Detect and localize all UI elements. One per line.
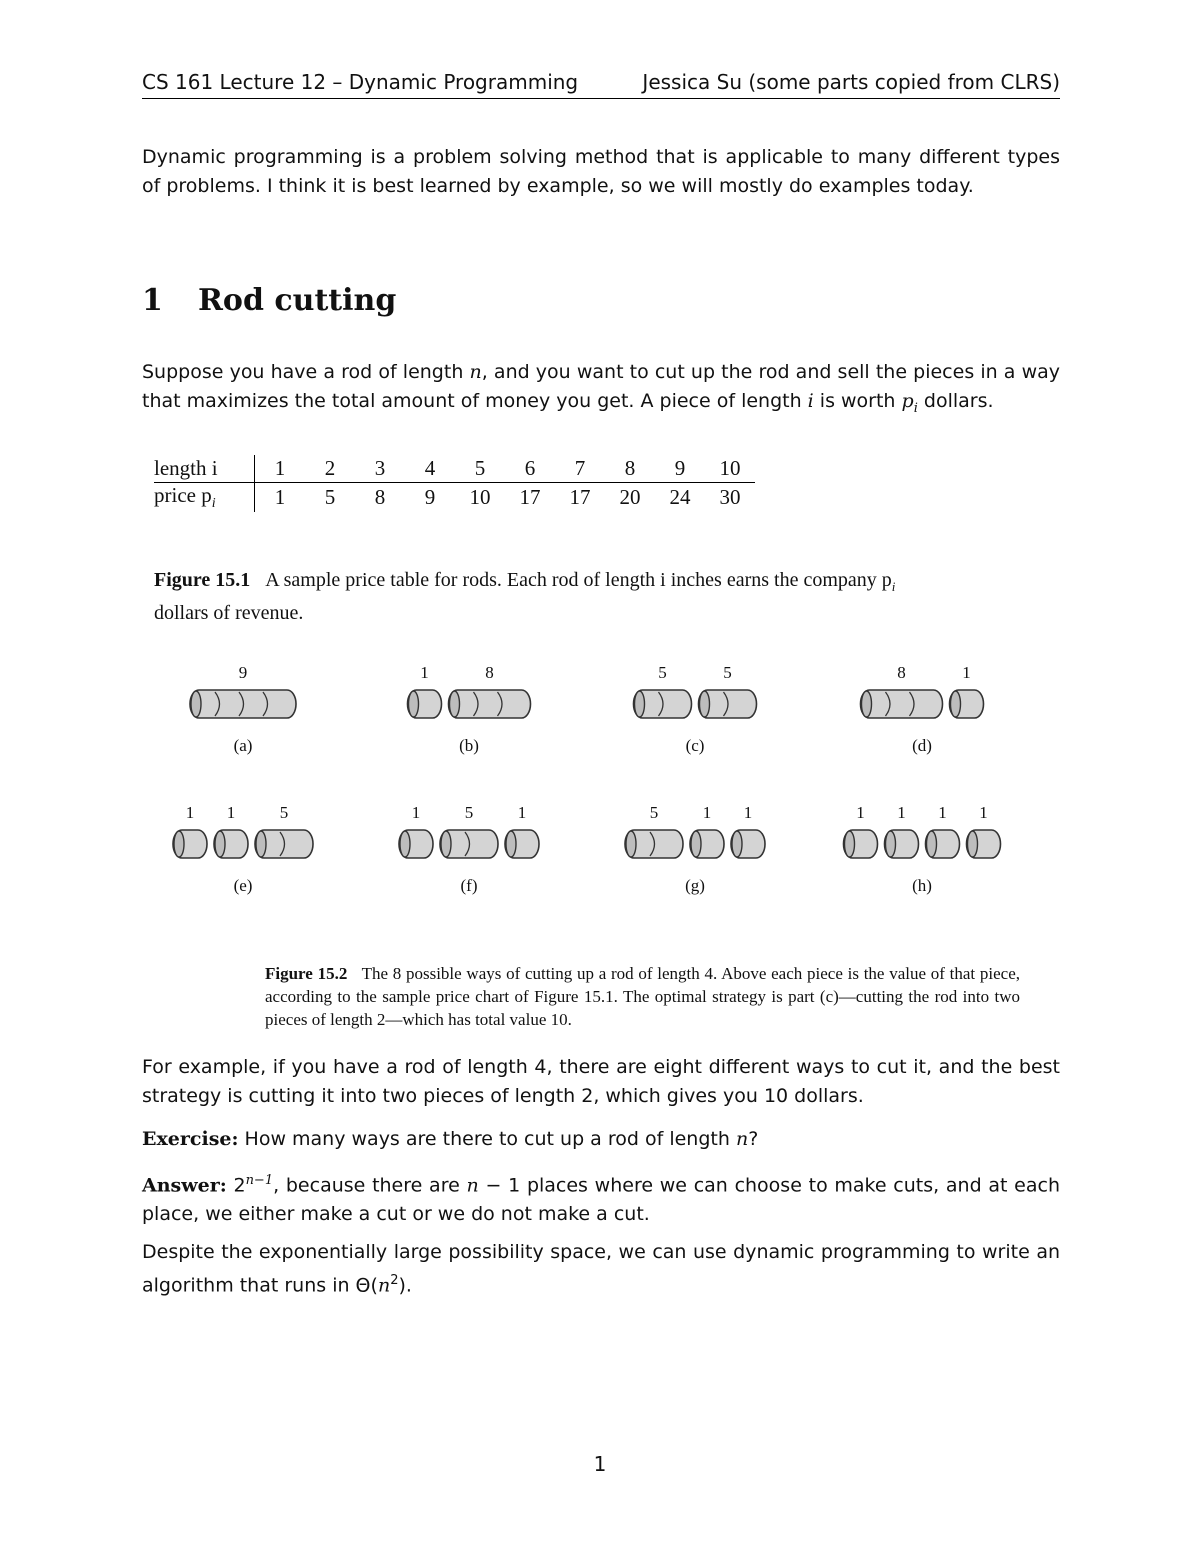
price-label-text: price p bbox=[154, 483, 212, 507]
rod-piece bbox=[861, 663, 943, 718]
math-n: n bbox=[735, 1128, 749, 1150]
price-cell: 17 bbox=[519, 485, 541, 510]
rod-piece-value: 1 bbox=[856, 803, 865, 822]
panel-letter: (f) bbox=[460, 876, 478, 895]
rod-text-2: , and you want to cut up the rod and sell the pieces in a way that maximizes the total amount of money you get. A piece of length bbox=[142, 361, 1061, 412]
panel-letter: (c) bbox=[685, 736, 705, 755]
price-cell: 1 bbox=[274, 485, 286, 510]
figure1-caption bbox=[154, 567, 1044, 626]
rod-piece-value: 8 bbox=[485, 663, 494, 682]
table-row-price bbox=[154, 483, 755, 513]
rod-text-3: is worth bbox=[813, 389, 902, 412]
intro-text: Dynamic programming is a problem solving method that is applicable to many different types of problems. I think it is best learned by example, so we will mostly do examples today. bbox=[142, 146, 1060, 197]
price-table-wrapper bbox=[154, 455, 755, 512]
rod-piece-cap bbox=[409, 691, 419, 717]
rod-piece-cap bbox=[215, 831, 225, 857]
rod-piece bbox=[731, 803, 765, 858]
price-cell: 24 bbox=[669, 485, 691, 510]
rod-piece bbox=[190, 663, 296, 718]
length-cell: 8 bbox=[605, 455, 655, 483]
panel-letter: (d) bbox=[912, 736, 932, 755]
rod-piece-value: 5 bbox=[658, 663, 667, 682]
rod-piece bbox=[699, 663, 757, 718]
panel-letter: (a) bbox=[233, 736, 253, 755]
answer-label: Answer: bbox=[142, 1174, 227, 1197]
length-cell: 6 bbox=[505, 455, 555, 483]
section-heading bbox=[142, 283, 396, 318]
rod-text-4: dollars. bbox=[917, 389, 994, 412]
rod-piece-cap bbox=[635, 691, 645, 717]
rod-piece-cap bbox=[506, 831, 516, 857]
rod-piece bbox=[967, 803, 1001, 858]
figure1-caption-text: A sample price table for rods. Each rod of length i inches earns the company p bbox=[265, 569, 892, 591]
rod-cutting-figure bbox=[0, 650, 1200, 920]
rod-panel bbox=[861, 663, 984, 755]
rod-piece-value: 9 bbox=[238, 663, 248, 682]
rod-piece-cap bbox=[626, 831, 636, 857]
rod-piece-value: 1 bbox=[226, 803, 236, 822]
rod-piece bbox=[449, 663, 531, 718]
rod-piece-cap bbox=[441, 831, 451, 857]
rod-piece bbox=[440, 803, 498, 858]
rod-piece bbox=[214, 803, 248, 858]
exercise-text-2: ? bbox=[748, 1128, 759, 1150]
rod-piece-value: 1 bbox=[979, 803, 988, 822]
length-cell: 9 bbox=[655, 455, 705, 483]
running-header bbox=[142, 68, 1060, 99]
header-left: CS 161 Lecture 12 – Dynamic Programming bbox=[142, 70, 579, 94]
rod-piece-value: 5 bbox=[279, 803, 289, 822]
row-label-length: length i bbox=[154, 455, 255, 483]
panel-letter: (b) bbox=[459, 736, 479, 755]
rod-panel bbox=[173, 803, 313, 895]
length-cell: 2 bbox=[305, 455, 355, 483]
rod-piece-cap bbox=[400, 831, 410, 857]
length-cell: 4 bbox=[405, 455, 455, 483]
rod-piece bbox=[173, 803, 207, 858]
rod-panel bbox=[844, 803, 1001, 895]
rod-panel bbox=[190, 663, 296, 755]
exercise-text-1: How many ways are there to cut up a rod of length bbox=[238, 1128, 736, 1150]
math-i: i bbox=[807, 389, 814, 412]
answer-text-1: , because there are bbox=[273, 1174, 467, 1197]
answer-text-2: − 1 places where we can choose to make cuts, and at each place, we either make a cut or we do not make a cut. bbox=[142, 1174, 1061, 1225]
rod-piece-value: 1 bbox=[517, 803, 527, 822]
math-n: n bbox=[466, 1174, 479, 1197]
price-table bbox=[154, 455, 755, 512]
price-cell: 5 bbox=[324, 485, 336, 510]
despite-text-1: Despite the exponentially large possibility space, we can use dynamic programming to write an algorithm that runs in Θ( bbox=[142, 1241, 1060, 1296]
price-cell: 10 bbox=[469, 485, 491, 510]
rod-piece bbox=[505, 803, 539, 858]
rod-panel bbox=[408, 663, 531, 755]
panel-letter: (g) bbox=[685, 876, 705, 895]
length-cell: 10 bbox=[705, 455, 755, 483]
rod-piece-cap bbox=[862, 691, 872, 717]
intro-paragraph bbox=[142, 143, 1060, 200]
rod-piece bbox=[408, 663, 442, 718]
header-right: Jessica Su (some parts copied from CLRS) bbox=[642, 70, 1060, 94]
math-exponent: n−1 bbox=[245, 1173, 274, 1188]
length-cell: 1 bbox=[255, 455, 306, 483]
rod-piece-cap bbox=[450, 691, 460, 717]
row-label-price bbox=[154, 483, 255, 513]
rod-piece-value: 5 bbox=[723, 663, 732, 682]
rod-piece-cap bbox=[174, 831, 184, 857]
rod-piece-cap bbox=[700, 691, 710, 717]
rod-piece bbox=[844, 803, 878, 858]
rod-panel bbox=[399, 803, 539, 895]
rod-piece-cap bbox=[691, 831, 701, 857]
rod-piece bbox=[950, 663, 984, 718]
rod-piece-cap bbox=[845, 831, 855, 857]
rod-piece-value: 1 bbox=[938, 803, 947, 822]
price-cell: 20 bbox=[619, 485, 641, 510]
figure1-caption-sub: i bbox=[891, 579, 896, 594]
figure2-caption-text: The 8 possible ways of cutting up a rod of length 4. Above each piece is the value of that piece, according to the sample price chart of Figure 15.1. The optimal strategy is part (c)—cutting the rod into two pieces of length 2—which has total value 10. bbox=[265, 964, 1020, 1029]
rod-piece-value: 1 bbox=[897, 803, 906, 822]
rod-cutting-diagram bbox=[0, 650, 1200, 920]
figure2-caption bbox=[265, 962, 1020, 1031]
rod-piece bbox=[926, 803, 960, 858]
rod-piece-value: 1 bbox=[702, 803, 712, 822]
rod-piece-cap bbox=[927, 831, 937, 857]
rod-text-1: Suppose you have a rod of length bbox=[142, 361, 470, 383]
section-number: 1 bbox=[142, 283, 163, 318]
price-cell: 17 bbox=[569, 485, 591, 510]
page-number: 1 bbox=[593, 1452, 607, 1476]
panel-letter: (e) bbox=[233, 876, 253, 895]
rod-panel bbox=[634, 663, 757, 755]
length-cell: 5 bbox=[455, 455, 505, 483]
math-p: p bbox=[901, 389, 914, 412]
table-row-length bbox=[154, 455, 755, 483]
length-cell: 7 bbox=[555, 455, 605, 483]
rod-piece-body bbox=[861, 690, 943, 718]
panel-letter: (h) bbox=[912, 876, 932, 895]
example-text: For example, if you have a rod of length 4, there are eight different ways to cut it, and the best strategy is cutting it into two pieces of length 2, which gives you 10 dollars. bbox=[142, 1056, 1060, 1107]
price-label-sub: i bbox=[211, 496, 216, 512]
figure1-caption-line2: dollars of revenue. bbox=[154, 602, 304, 624]
rod-piece-cap bbox=[256, 831, 266, 857]
rod-panel bbox=[625, 803, 765, 895]
price-cell: 30 bbox=[719, 485, 741, 510]
math-n: n bbox=[377, 1273, 391, 1296]
figure2-label: Figure 15.2 bbox=[265, 964, 348, 983]
rod-piece-cap bbox=[951, 691, 961, 717]
rod-piece-cap bbox=[191, 691, 201, 717]
rod-piece-cap bbox=[968, 831, 978, 857]
exercise-label: Exercise: bbox=[142, 1128, 239, 1150]
math-p-sub: i bbox=[913, 400, 918, 416]
rod-piece-value: 1 bbox=[420, 663, 429, 682]
exercise-paragraph bbox=[142, 1125, 1060, 1154]
rod-piece-cap bbox=[732, 831, 742, 857]
rod-piece-value: 8 bbox=[897, 663, 906, 682]
rod-piece-value: 5 bbox=[649, 803, 659, 822]
rod-piece-value: 1 bbox=[962, 663, 971, 682]
figure1-label: Figure 15.1 bbox=[154, 569, 251, 591]
rod-piece-value: 1 bbox=[411, 803, 421, 822]
price-cell: 8 bbox=[374, 485, 386, 510]
rod-piece-value: 1 bbox=[743, 803, 753, 822]
despite-paragraph bbox=[142, 1238, 1060, 1299]
math-n: n bbox=[469, 361, 482, 383]
math-base: 2 bbox=[233, 1174, 246, 1197]
rod-piece-body bbox=[449, 690, 531, 718]
rod-piece bbox=[690, 803, 724, 858]
rod-piece bbox=[634, 663, 692, 718]
rod-piece bbox=[625, 803, 683, 858]
math-sup: 2 bbox=[390, 1272, 399, 1288]
rod-piece bbox=[399, 803, 433, 858]
rod-paragraph bbox=[142, 358, 1060, 423]
answer-paragraph bbox=[142, 1167, 1060, 1228]
length-cell: 3 bbox=[355, 455, 405, 483]
rod-piece-cap bbox=[886, 831, 896, 857]
example-paragraph bbox=[142, 1053, 1060, 1110]
rod-piece-value: 1 bbox=[185, 803, 195, 822]
price-cell: 9 bbox=[424, 485, 436, 510]
rod-piece-value: 5 bbox=[464, 803, 474, 822]
section-title: Rod cutting bbox=[198, 283, 397, 318]
rod-piece bbox=[885, 803, 919, 858]
rod-piece bbox=[255, 803, 313, 858]
despite-text-2: ). bbox=[398, 1273, 412, 1296]
